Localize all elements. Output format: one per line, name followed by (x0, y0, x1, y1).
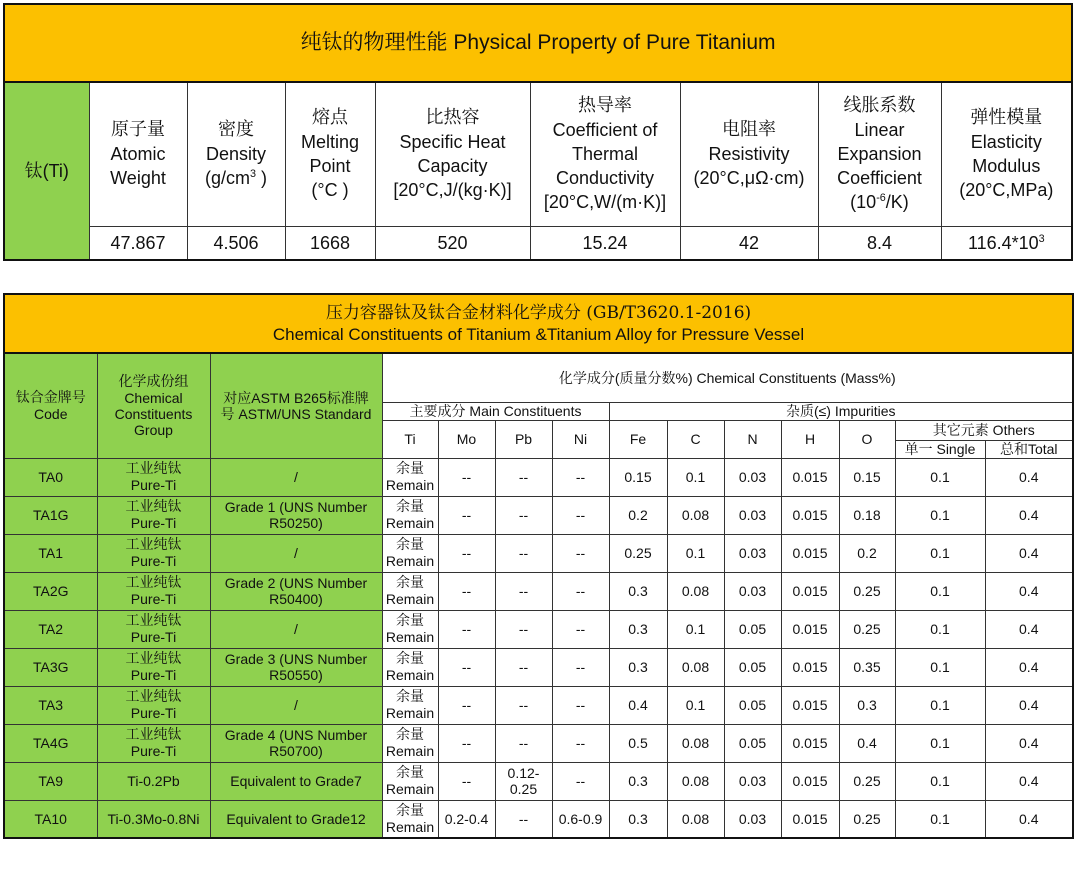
row-pb: -- (495, 686, 552, 724)
row-astm-line: Equivalent to Grade7 (230, 773, 362, 789)
unit-post: /K) (885, 192, 909, 213)
row-group-cn: 工业纯钛 (125, 537, 182, 553)
row-ni: -- (552, 458, 609, 496)
header-line: Modulus (972, 156, 1041, 177)
header-cn: 热导率 (578, 95, 632, 117)
col-group-en: Chemical (124, 389, 183, 406)
remain-cn: 余量 (396, 765, 424, 781)
row-astm-line: / (294, 697, 298, 713)
row-group-cn: 工业纯钛 (125, 499, 182, 515)
row-astm-line: / (294, 621, 298, 637)
row-single: 0.1 (895, 610, 985, 648)
row-h: 0.015 (781, 648, 839, 686)
header-line: Weight (110, 168, 166, 189)
value-linear-expansion: 8.4 (818, 226, 941, 260)
remain-en: Remain (385, 705, 435, 721)
chemical-rows (4, 458, 1073, 838)
row-ti (382, 496, 438, 534)
header-line: Capacity (417, 156, 488, 177)
row-ni: -- (552, 534, 609, 572)
remain-cn: 余量 (396, 537, 424, 553)
element-fe: Fe (609, 420, 667, 458)
row-o: 0.3 (839, 686, 895, 724)
value-density: 4.506 (187, 226, 285, 260)
row-ti (382, 762, 438, 800)
row-ti (382, 610, 438, 648)
row-group-en: Ti-0.3Mo-0.8Ni (107, 810, 200, 827)
row-single: 0.1 (895, 458, 985, 496)
row-fe: 0.5 (609, 724, 667, 762)
remain-cn: 余量 (396, 575, 424, 591)
row-group-cn: 工业纯钛 (125, 613, 182, 629)
row-pb: -- (495, 496, 552, 534)
row-n: 0.03 (724, 572, 781, 610)
row-pb: -- (495, 572, 552, 610)
header-cn: 电阻率 (722, 119, 776, 141)
element-ti: Ti (382, 420, 438, 458)
row-group-cn: 工业纯钛 (125, 689, 182, 705)
row-group (97, 800, 210, 838)
unit-sup: -6 (876, 192, 886, 205)
col-astm-line: 号 ASTM/UNS Standard (220, 405, 372, 422)
row-group-en: Pure-Ti (130, 705, 177, 721)
element-h: H (781, 420, 839, 458)
row-fe: 0.3 (609, 762, 667, 800)
row-astm-line: Grade 4 (UNS Number (224, 727, 368, 743)
row-pb: -- (495, 458, 552, 496)
header-line: Coefficient (837, 168, 922, 189)
row-pb: -- (495, 534, 552, 572)
table-row (4, 762, 1073, 800)
element-pb: Pb (495, 420, 552, 458)
others-header: 其它元素 Others (895, 420, 1073, 440)
row-fe: 0.3 (609, 648, 667, 686)
row-ni: -- (552, 648, 609, 686)
row-mo: -- (438, 496, 495, 534)
col-astm-line: 对应ASTM B265标准牌 (223, 389, 369, 406)
row-h: 0.015 (781, 800, 839, 838)
row-pb: -- (495, 648, 552, 686)
row-c: 0.1 (667, 458, 724, 496)
element-o: O (839, 420, 895, 458)
row-c: 0.08 (667, 648, 724, 686)
row-n: 0.03 (724, 534, 781, 572)
row-o: 0.25 (839, 800, 895, 838)
row-h: 0.015 (781, 610, 839, 648)
value-thermal-conductivity: 15.24 (530, 226, 680, 260)
row-group (97, 724, 210, 762)
value-sup: 3 (1038, 232, 1045, 245)
header-cn: 熔点 (312, 107, 348, 129)
row-total: 0.4 (985, 724, 1073, 762)
row-h: 0.015 (781, 534, 839, 572)
remain-cn: 余量 (396, 651, 424, 667)
row-pb: -- (495, 610, 552, 648)
row-total: 0.4 (985, 686, 1073, 724)
row-astm (210, 496, 382, 534)
row-group-en: Pure-Ti (130, 515, 177, 531)
row-group (97, 496, 210, 534)
row-astm-line: Equivalent to Grade12 (226, 810, 366, 827)
remain-en: Remain (385, 818, 435, 835)
value-base: 116.4*10 (967, 232, 1039, 253)
row-group-en: Pure-Ti (130, 667, 177, 683)
row-pb: -- (495, 800, 552, 838)
row-h: 0.015 (781, 496, 839, 534)
header-line: Coefficient of (552, 120, 658, 141)
row-o: 0.4 (839, 724, 895, 762)
row-ni: -- (552, 572, 609, 610)
row-c: 0.08 (667, 724, 724, 762)
row-fe: 0.3 (609, 572, 667, 610)
row-o: 0.18 (839, 496, 895, 534)
row-o: 0.2 (839, 534, 895, 572)
remain-en: Remain (385, 743, 435, 759)
row-ni: -- (552, 610, 609, 648)
row-h: 0.015 (781, 572, 839, 610)
row-group-cn: 工业纯钛 (125, 727, 182, 743)
value-elasticity-modulus (941, 226, 1072, 260)
header-line: Elasticity (970, 132, 1042, 153)
row-single: 0.1 (895, 724, 985, 762)
row-mo: -- (438, 762, 495, 800)
row-group (97, 458, 210, 496)
remain-cn: 余量 (396, 689, 424, 705)
chemical-constituents-table (3, 293, 1074, 839)
row-astm (210, 724, 382, 762)
row-astm (210, 686, 382, 724)
chemical-title (4, 294, 1073, 353)
remain-en: Remain (385, 515, 435, 531)
row-single: 0.1 (895, 648, 985, 686)
total-header: 总和Total (985, 440, 1073, 458)
row-n: 0.05 (724, 610, 781, 648)
row-fe: 0.3 (609, 610, 667, 648)
header-line: Specific Heat (399, 132, 506, 153)
row-code: TA1 (4, 534, 97, 572)
row-ti (382, 724, 438, 762)
row-n: 0.03 (724, 496, 781, 534)
header-line: [20°C,J/(kg·K)] (393, 180, 512, 201)
header-line: (20°C,MPa) (959, 180, 1054, 201)
table-row (4, 572, 1073, 610)
header-atomic-weight (89, 82, 187, 226)
row-single: 0.1 (895, 800, 985, 838)
value-atomic-weight: 47.867 (89, 226, 187, 260)
row-ni: -- (552, 724, 609, 762)
row-mo: -- (438, 648, 495, 686)
header-line: Thermal (571, 144, 638, 165)
row-c: 0.08 (667, 496, 724, 534)
row-group (97, 572, 210, 610)
row-o: 0.25 (839, 762, 895, 800)
row-n: 0.03 (724, 800, 781, 838)
remain-cn: 余量 (396, 727, 424, 743)
header-line: Point (309, 156, 351, 177)
row-code: TA2G (4, 572, 97, 610)
element-n: N (724, 420, 781, 458)
row-group (97, 686, 210, 724)
row-h: 0.015 (781, 724, 839, 762)
header-line: Atomic (110, 144, 166, 165)
row-c: 0.1 (667, 686, 724, 724)
row-ti (382, 686, 438, 724)
row-astm (210, 800, 382, 838)
row-fe: 0.3 (609, 800, 667, 838)
row-group (97, 534, 210, 572)
physical-title: 纯钛的物理性能 Physical Property of Pure Titanium (4, 4, 1072, 82)
row-h: 0.015 (781, 762, 839, 800)
row-group-cn: 工业纯钛 (125, 461, 182, 477)
row-ni: -- (552, 762, 609, 800)
row-astm (210, 648, 382, 686)
header-thermal-conductivity (530, 82, 680, 226)
row-c: 0.08 (667, 762, 724, 800)
remain-cn: 余量 (396, 499, 424, 515)
row-fe: 0.4 (609, 686, 667, 724)
row-o: 0.15 (839, 458, 895, 496)
remain-cn: 余量 (396, 461, 424, 477)
header-specific-heat (375, 82, 530, 226)
row-group (97, 610, 210, 648)
row-ti (382, 534, 438, 572)
table-row (4, 724, 1073, 762)
col-group-header (97, 353, 210, 458)
col-code-header (4, 353, 97, 458)
row-astm-line: Grade 2 (UNS Number (224, 575, 368, 591)
row-single: 0.1 (895, 762, 985, 800)
chemical-title-cn: 压力容器钛及钛合金材料化学成分 (GB/T3620.1-2016) (325, 302, 752, 323)
chemical-title-en: Chemical Constituents of Titanium &Titanium Alloy for Pressure Vessel (272, 324, 805, 344)
row-total: 0.4 (985, 534, 1073, 572)
row-o: 0.25 (839, 610, 895, 648)
row-astm (210, 762, 382, 800)
col-astm-header (210, 353, 382, 458)
remain-cn: 余量 (396, 802, 424, 819)
header-line: Resistivity (708, 144, 790, 165)
row-mo: 0.2-0.4 (438, 800, 495, 838)
row-astm-line: / (294, 469, 298, 485)
col-group-cn: 化学成份组 (118, 373, 189, 390)
row-group (97, 648, 210, 686)
row-n: 0.05 (724, 648, 781, 686)
row-total: 0.4 (985, 648, 1073, 686)
row-astm (210, 458, 382, 496)
element-ni: Ni (552, 420, 609, 458)
row-code: TA3 (4, 686, 97, 724)
row-mo: -- (438, 724, 495, 762)
header-elasticity-modulus (941, 82, 1072, 226)
row-astm-line: R50250) (269, 515, 323, 531)
physical-property-table (3, 3, 1073, 261)
header-cn: 比热容 (425, 107, 480, 129)
row-single: 0.1 (895, 686, 985, 724)
unit-pre: (10 (850, 192, 877, 213)
row-astm-line: / (294, 545, 298, 561)
row-astm (210, 610, 382, 648)
header-linear-expansion (818, 82, 941, 226)
impurities-header: 杂质(≤) Impurities (609, 402, 1073, 420)
row-c: 0.08 (667, 800, 724, 838)
row-o: 0.35 (839, 648, 895, 686)
header-unit (819, 190, 941, 214)
titanium-row-label: 钛(Ti) (4, 82, 89, 260)
value-resistivity: 42 (680, 226, 818, 260)
row-group-en: Ti-0.2Pb (127, 773, 180, 789)
row-code: TA0 (4, 458, 97, 496)
row-n: 0.05 (724, 686, 781, 724)
header-line: (20°C,μΩ·cm) (693, 168, 805, 189)
row-mo: -- (438, 610, 495, 648)
row-ni: -- (552, 496, 609, 534)
row-ti (382, 800, 438, 838)
row-single: 0.1 (895, 496, 985, 534)
single-header: 单一 Single (895, 440, 985, 458)
value-melting-point: 1668 (285, 226, 375, 260)
remain-en: Remain (385, 477, 435, 493)
composition-header: 化学成分(质量分数%) Chemical Constituents (Mass%) (382, 353, 1073, 402)
row-mo: -- (438, 686, 495, 724)
row-total: 0.4 (985, 610, 1073, 648)
col-code-en: Code (34, 405, 68, 422)
row-group-cn: 工业纯钛 (125, 575, 182, 591)
header-cn: 密度 (218, 119, 254, 141)
row-c: 0.08 (667, 572, 724, 610)
header-line: [20°C,W/(m·K)] (543, 192, 667, 213)
row-group-en: Pure-Ti (130, 591, 177, 607)
row-single: 0.1 (895, 572, 985, 610)
row-code: TA2 (4, 610, 97, 648)
row-code: TA3G (4, 648, 97, 686)
header-line: Expansion (837, 144, 922, 165)
header-melting-point (285, 82, 375, 226)
row-group (97, 762, 210, 800)
table-row (4, 496, 1073, 534)
col-code-cn: 钛合金牌号 (15, 389, 86, 406)
row-total: 0.4 (985, 572, 1073, 610)
row-astm-line: Grade 1 (UNS Number (224, 499, 368, 515)
row-mo: -- (438, 458, 495, 496)
table-row (4, 610, 1073, 648)
remain-en: Remain (385, 553, 435, 569)
row-total: 0.4 (985, 496, 1073, 534)
row-h: 0.015 (781, 686, 839, 724)
table-row (4, 458, 1073, 496)
header-line: Melting (300, 132, 360, 153)
row-mo: -- (438, 572, 495, 610)
row-code: TA9 (4, 762, 97, 800)
header-resistivity (680, 82, 818, 226)
element-mo: Mo (438, 420, 495, 458)
value-specific-heat: 520 (375, 226, 530, 260)
row-total: 0.4 (985, 800, 1073, 838)
unit-sup: 3 (249, 168, 256, 181)
row-astm (210, 572, 382, 610)
col-group-en: Constituents (114, 405, 193, 422)
row-group-en: Pure-Ti (130, 477, 177, 493)
row-ti (382, 648, 438, 686)
row-astm-line: R50550) (269, 667, 323, 683)
row-total: 0.4 (985, 762, 1073, 800)
row-group-en: Pure-Ti (130, 743, 177, 759)
row-c: 0.1 (667, 534, 724, 572)
row-fe: 0.15 (609, 458, 667, 496)
remain-cn: 余量 (396, 613, 424, 629)
row-ni: -- (552, 686, 609, 724)
unit-pre: (g/cm (204, 168, 250, 189)
row-ni: 0.6-0.9 (552, 800, 609, 838)
row-astm-line: R50400) (269, 591, 323, 607)
row-pb: -- (495, 724, 552, 762)
table-row (4, 686, 1073, 724)
header-line: Density (205, 144, 267, 165)
unit-post: ) (256, 168, 267, 189)
table-row (4, 648, 1073, 686)
col-group-en: Group (134, 421, 173, 438)
row-mo: -- (438, 534, 495, 572)
row-code: TA4G (4, 724, 97, 762)
header-line: Linear (854, 120, 905, 141)
row-group-en: Pure-Ti (130, 629, 177, 645)
row-h: 0.015 (781, 458, 839, 496)
row-code: TA10 (4, 800, 97, 838)
row-total: 0.4 (985, 458, 1073, 496)
row-pb: 0.12-0.25 (495, 762, 552, 800)
row-n: 0.05 (724, 724, 781, 762)
row-n: 0.03 (724, 458, 781, 496)
row-single: 0.1 (895, 534, 985, 572)
row-astm-line: Grade 3 (UNS Number (224, 651, 368, 667)
remain-en: Remain (385, 629, 435, 645)
header-line: Conductivity (555, 168, 655, 189)
header-density (187, 82, 285, 226)
row-astm-line: R50700) (269, 743, 323, 759)
row-group-en: Pure-Ti (130, 553, 177, 569)
remain-en: Remain (385, 591, 435, 607)
table-row (4, 534, 1073, 572)
row-o: 0.25 (839, 572, 895, 610)
row-fe: 0.2 (609, 496, 667, 534)
table-row (4, 800, 1073, 838)
header-cn: 线胀系数 (843, 95, 916, 117)
row-ti (382, 572, 438, 610)
row-fe: 0.25 (609, 534, 667, 572)
element-c: C (667, 420, 724, 458)
header-unit (188, 166, 285, 190)
row-astm (210, 534, 382, 572)
row-n: 0.03 (724, 762, 781, 800)
row-code: TA1G (4, 496, 97, 534)
header-cn: 弹性模量 (970, 107, 1043, 129)
remain-en: Remain (385, 781, 435, 797)
row-ti (382, 458, 438, 496)
row-group-cn: 工业纯钛 (125, 651, 182, 667)
main-constituents-header: 主要成分 Main Constituents (382, 402, 609, 420)
header-cn: 原子量 (111, 119, 165, 141)
remain-en: Remain (385, 667, 435, 683)
header-line: (°C ) (311, 180, 349, 201)
row-c: 0.1 (667, 610, 724, 648)
